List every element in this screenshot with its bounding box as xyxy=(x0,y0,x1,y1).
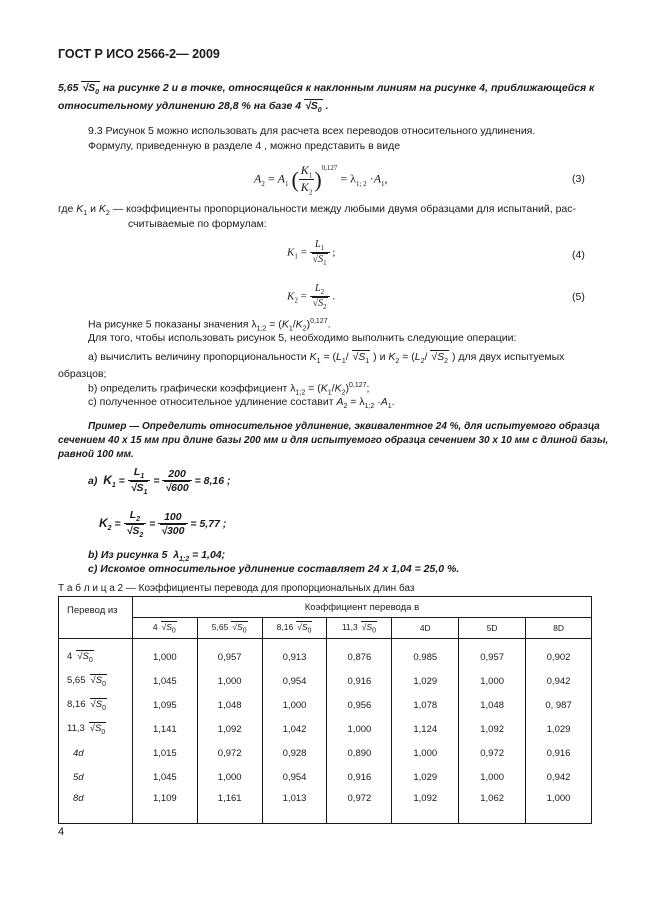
table-cell: 1,000 xyxy=(459,669,526,693)
table-cell: 1,092 xyxy=(459,717,526,741)
steps-shown-exp: 0,127 xyxy=(310,318,328,325)
table-cell: 1,078 xyxy=(392,693,459,717)
table-cell: 0,942 xyxy=(526,765,592,789)
equation-5: $K_2$ = $L_2$ √ $S_2$ . xyxy=(287,283,335,311)
column-header-label: 5D xyxy=(486,623,498,633)
step-b-text: b) определить графически коэффициент λ xyxy=(88,382,296,395)
example-a-result: = 8,16 ; xyxy=(194,474,231,487)
example-k2-result: = 5,77 ; xyxy=(190,517,227,530)
table-body xyxy=(59,639,592,824)
table-row xyxy=(59,639,592,670)
row-label-text: 8d xyxy=(73,793,84,804)
column-header-label: 8,16 xyxy=(276,622,294,633)
example-c: с) Искомое относительное удлинение составляет 24 х 1,04 = 25,0 %. xyxy=(88,563,460,575)
table-cell: 0,985 xyxy=(392,639,459,670)
table-cell: 1,042 xyxy=(262,717,327,741)
table-cell: 1,029 xyxy=(392,669,459,693)
table-cell: 1,095 xyxy=(132,693,197,717)
column-header-1: 5,65√ $S_0$ xyxy=(197,618,262,639)
where-text: — коэффициенты пропорциональности между любыми двумя образцами для испытаний, рас- xyxy=(112,203,577,215)
table-row xyxy=(59,669,592,693)
table-cell: 1,141 xyxy=(132,717,197,741)
page-header: ГОСТ Р ИСО 2566-2— 2009 xyxy=(58,47,220,61)
example-b: b) Из рисунка 5 $\lambda_{1;2} = 1,04$; xyxy=(88,549,226,564)
table-cell: 1,124 xyxy=(392,717,459,741)
table-cell: 0,928 xyxy=(262,741,327,765)
example-k2-num: 100 xyxy=(158,511,187,524)
table-cell: 0,916 xyxy=(327,765,392,789)
table-cell: 0,957 xyxy=(459,639,526,670)
example-line-1: Пример — Определить относительное удлинение, эквивалентное 24 %, для испытуемого образца xyxy=(88,421,600,432)
table-cell: 1,000 xyxy=(197,669,262,693)
row-label: 11,3√ $S_0$ xyxy=(59,717,133,741)
intro-text-2: относительному удлинению 28,8 % на базе 4 xyxy=(58,100,302,112)
row-label xyxy=(59,765,133,789)
table-row xyxy=(59,741,592,765)
column-header-label: 5,65 xyxy=(211,622,229,633)
step-a-suffix: для двух испытуемых xyxy=(458,351,565,363)
table-cell: 1,029 xyxy=(392,765,459,789)
table-cell: 1,000 xyxy=(526,789,592,824)
table-cell: 0,954 xyxy=(262,669,327,693)
table-row xyxy=(59,717,592,741)
example-b-val: = 1,04; xyxy=(192,549,226,561)
table-cell: 0,956 xyxy=(327,693,392,717)
table-cell: 0,954 xyxy=(262,765,327,789)
table-cell: 1,048 xyxy=(459,693,526,717)
column-header-label: 8D xyxy=(553,623,564,633)
example-k2: $K_2$ = $L_2$ √ $S_2$ = 100 √ 300 = 5,77 ; xyxy=(99,509,226,539)
equation-4: $K_1$ = $L_1$ √ $S_1$ ; xyxy=(287,239,335,267)
step-c: с) полученное относительное удлинение составит $A_2 = \lambda_{1;2} \cdot A_1$. xyxy=(88,396,395,411)
table-row xyxy=(59,765,592,789)
section-9-3-p1: 9.3 Рисунок 5 можно использовать для расчета всех переводов относительного удлинения. xyxy=(88,125,536,137)
table-cell: 1,000 xyxy=(459,765,526,789)
where-line-2: считываемые по формулам: xyxy=(128,218,267,230)
row-label xyxy=(59,741,133,765)
conversion-table xyxy=(58,596,592,824)
table-cell: 0,890 xyxy=(327,741,392,765)
row-label xyxy=(59,789,133,824)
table-cell: 1,000 xyxy=(197,765,262,789)
table-cell: 0,957 xyxy=(197,639,262,670)
where-line-1: где $K_1$ и $K_2$ — коэффициенты пропорциональности между любыми двумя образцами для испытаний, рас- xyxy=(58,203,577,218)
intro-coef: 5,65 xyxy=(58,82,79,94)
row-label-text: 4d xyxy=(73,747,84,759)
row-label-text: 5d xyxy=(73,771,84,783)
row-label-text: 11,3 xyxy=(67,723,85,735)
table-cell: 1,045 xyxy=(132,669,197,693)
step-c-text: с) полученное относительное удлинение составит xyxy=(88,396,334,408)
eq3-number: (3) xyxy=(572,173,585,185)
table-cell: 1,029 xyxy=(526,717,592,741)
table-cell: 1,000 xyxy=(327,717,392,741)
table-cell: 1,013 xyxy=(262,789,327,824)
row-label: 4√ $S_0$ xyxy=(59,639,133,670)
eq4-number: (4) xyxy=(572,249,585,261)
table-cell: 0,972 xyxy=(197,741,262,765)
column-header-3: 11,3√ $S_0$ xyxy=(327,618,392,639)
table-row xyxy=(59,789,592,824)
table-cell: 1,062 xyxy=(459,789,526,824)
steps-shown: На рисунке 5 показаны значения $\lambda_{1;2} = (K_1/K_2)^{0,127}$. xyxy=(88,318,331,333)
column-header-label: 4D xyxy=(419,623,431,633)
eq3-exponent: 0,127 xyxy=(321,163,338,172)
table-group-header: Коэффициент перевода в xyxy=(132,597,591,618)
page-number: 4 xyxy=(58,826,65,838)
step-b: b) определить графически коэффициент $\lambda_{1;2} = (K_1/K_2)^{0,127}$; xyxy=(88,382,370,397)
table-cell: 0,876 xyxy=(327,639,392,670)
column-header-6 xyxy=(526,618,592,639)
table-cell: 1,045 xyxy=(132,765,197,789)
row-label: 5,65√ $S_0$ xyxy=(59,669,133,693)
section-9-3-p2: Формулу, приведенную в разделе 4 , можно представить в виде xyxy=(88,140,401,152)
table-cell: 0,916 xyxy=(526,741,592,765)
intro-text: на рисунке 2 и в точке, относящейся к наклонным линиям на рисунке 4, приближающейся к xyxy=(102,82,595,94)
table-cell: 1,161 xyxy=(197,789,262,824)
row-label-text: 8,16 xyxy=(67,699,86,711)
example-a-den: √ 600 xyxy=(164,481,189,494)
table-cell: 1,000 xyxy=(262,693,327,717)
column-header-0: 4√ $S_0$ xyxy=(132,618,197,639)
step-a: а) вычислить величину пропорциональности $K_1 = (L_1/$ √ $S_1$ ) и $K_2 = (L_2/$ √ $S_2$ ) для двух испытуемых xyxy=(88,350,564,365)
table-cell: 1,109 xyxy=(132,789,197,824)
row-label-text: 4 xyxy=(67,651,73,663)
example-a-label: а) xyxy=(88,474,98,487)
table-cell: 0,916 xyxy=(327,669,392,693)
row-label-text: 5,65 xyxy=(67,675,86,687)
step-a-text: а) вычислить величину пропорциональности xyxy=(88,351,307,363)
example-k2-den: √ 300 xyxy=(160,524,185,537)
row-label: 8,16√ $S_0$ xyxy=(59,693,133,717)
column-header-label: 4 xyxy=(152,622,158,633)
table-corner: Перевод из xyxy=(59,597,133,639)
steps-shown-text: На рисунке 5 показаны значения λ xyxy=(88,318,257,331)
table-column-headers xyxy=(59,618,592,639)
column-header-2: 8,16√ $S_0$ xyxy=(262,618,327,639)
table-row xyxy=(59,693,592,717)
table-cell: 0, 987 xyxy=(526,693,592,717)
equation-3: $A_2 = A_1$ ( $\frac{K_1}{K_2}$ )$^{0,127} = \lambda_{1; 2} \cdot A_1$, xyxy=(254,163,388,197)
intro-line-1: 5,65 √ $S_0$ на рисунке 2 и в точке, относящейся к наклонным линиям на рисунке 4, приближающейся к xyxy=(58,81,594,96)
table-cell: 0,913 xyxy=(262,639,327,670)
table-cell: 1,092 xyxy=(197,717,262,741)
intro-line-2: относительному удлинению 28,8 % на базе 4 √ $S_0$ . xyxy=(58,99,329,114)
table-cell: 1,092 xyxy=(392,789,459,824)
table-cell: 1,000 xyxy=(392,741,459,765)
column-header-4 xyxy=(392,618,459,639)
table-cell: 0,972 xyxy=(459,741,526,765)
column-header-5 xyxy=(459,618,526,639)
table-cell: 0,902 xyxy=(526,639,592,670)
table-cell: 1,000 xyxy=(132,639,197,670)
table-cell: 0,942 xyxy=(526,669,592,693)
table-caption: Т а б л и ц а 2 — Коэффициенты перевода для пропорциональных длин баз xyxy=(58,583,415,594)
eq5-number: (5) xyxy=(572,291,585,303)
steps-todo: Для того, чтобы использовать рисунок 5, необходимо выполнить следующие операции: xyxy=(88,332,517,344)
example-line-2: сечением 40 х 15 мм при длине базы 200 мм и для испытуемого образца сечением 30 х 10 мм с длиной базы, xyxy=(58,435,609,446)
example-a-num: 200 xyxy=(162,468,191,481)
step-a-cont: образцов; xyxy=(58,368,107,380)
example-k1: а) $K_1$ = $L_1$ √ $S_1$ = 200 √ 600 = 8,16 ; xyxy=(88,466,231,496)
table-cell: 1,015 xyxy=(132,741,197,765)
example-line-3: равной 100 мм. xyxy=(58,449,134,460)
example-b-text: b) Из рисунка 5 xyxy=(88,549,168,561)
column-header-label: 11,3 xyxy=(341,622,358,633)
table-cell: 1,048 xyxy=(197,693,262,717)
table-cell: 0,972 xyxy=(327,789,392,824)
